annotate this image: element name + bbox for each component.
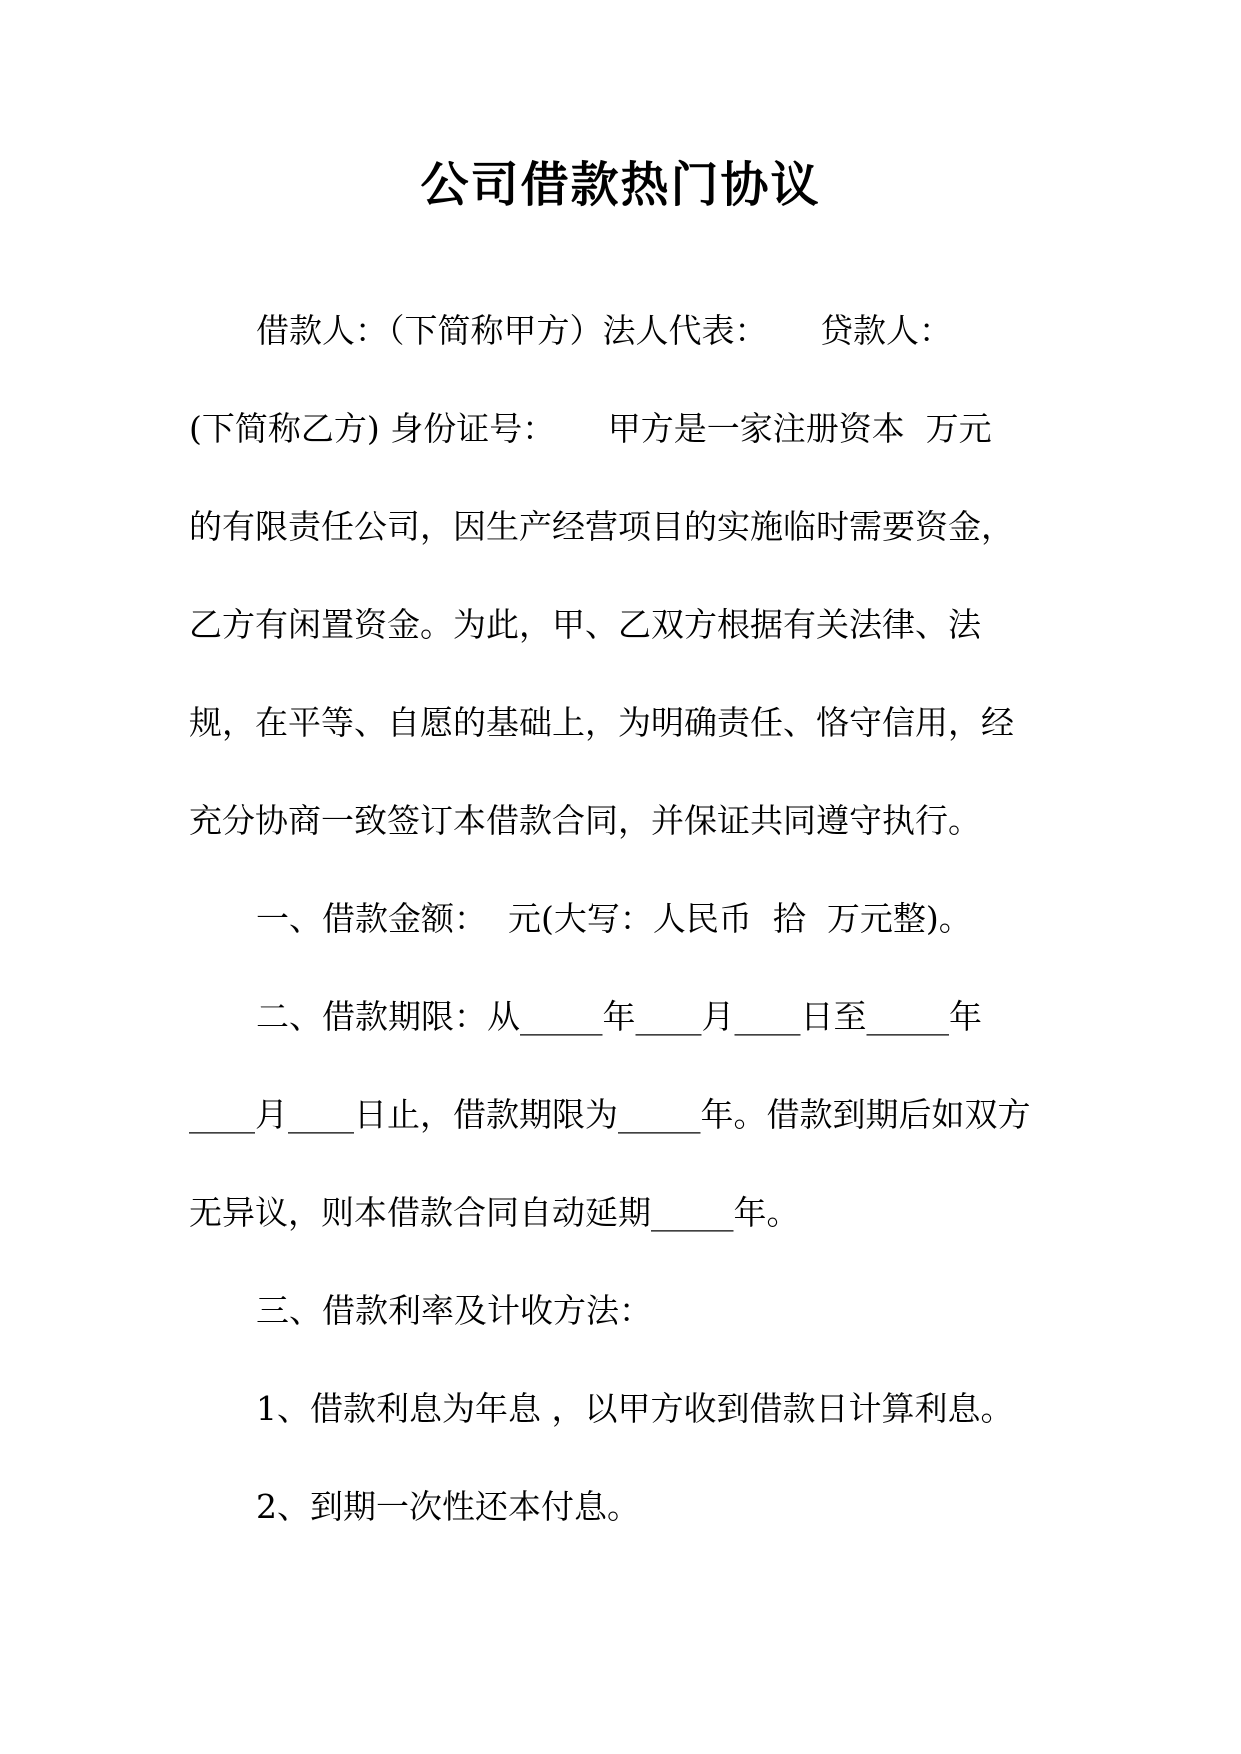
clause-loan-term-line-1: 二、借款期限：从_____年____月____日至_____年 — [256, 997, 982, 1036]
clause-interest-heading: 三、借款利率及计收方法： — [256, 1291, 652, 1330]
clause-interest-item-2: 2、到期一次性还本付息。 — [256, 1487, 640, 1526]
clause-loan-amount: 一、借款金额： 元(大写：人民币 拾 万元整)。 — [256, 899, 972, 938]
paragraph-line-3: 的有限责任公司，因生产经营项目的实施临时需要资金， — [189, 507, 1014, 546]
clause-loan-term-line-3: 无异议，则本借款合同自动延期_____年。 — [189, 1193, 800, 1232]
clause-loan-term-line-2: ____月____日止，借款期限为_____年。借款到期后如双方 — [189, 1095, 1031, 1134]
paragraph-line-5: 规，在平等、自愿的基础上，为明确责任、恪守信用，经 — [189, 703, 1014, 742]
document-title: 公司借款热门协议 — [420, 157, 821, 213]
paragraph-line-2: (下简称乙方) 身份证号： 甲方是一家注册资本 万元 — [189, 409, 992, 448]
paragraph-line-1: 借款人：（下简称甲方）法人代表： 贷款人： — [256, 311, 952, 350]
paragraph-line-6: 充分协商一致签订本借款合同，并保证共同遵守执行。 — [189, 801, 981, 840]
clause-interest-item-1: 1、借款利息为年息 ，以甲方收到借款日计算利息。 — [256, 1389, 1014, 1428]
paragraph-line-4: 乙方有闲置资金。为此，甲、乙双方根据有关法律、法 — [189, 605, 981, 644]
